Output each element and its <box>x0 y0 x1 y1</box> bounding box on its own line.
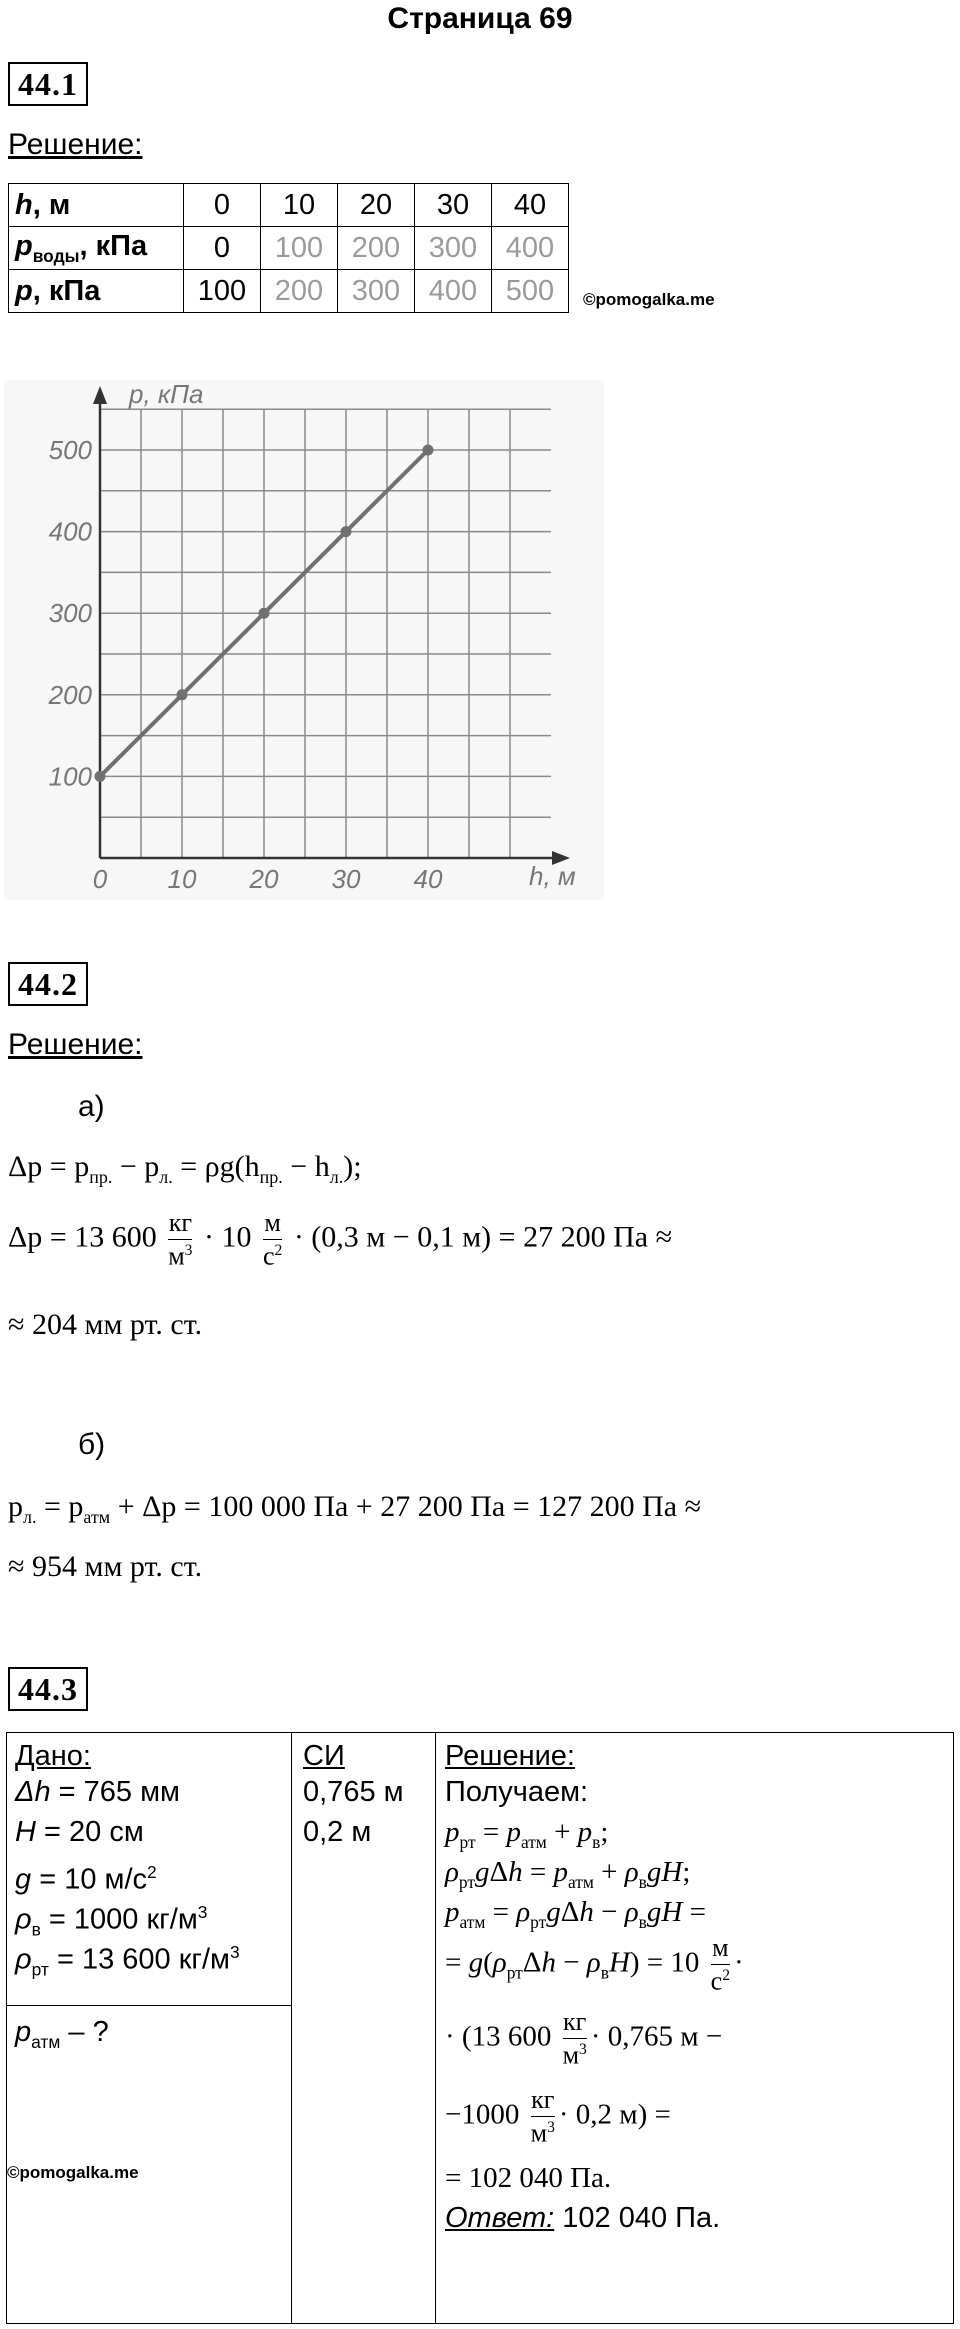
x-tick-label: 30 <box>331 864 361 894</box>
watermark: ©pomogalka.me <box>583 290 715 309</box>
x-tick-label: 10 <box>167 864 197 894</box>
solution-line: $p_{рт} = p_{атм} + p_в$; <box>445 1816 609 1852</box>
table-cell: 400 <box>492 227 569 270</box>
equation-3: ≈ 204 мм рт. ст. <box>8 1308 203 1341</box>
task-number-44-3: 44.3 <box>8 1667 88 1711</box>
table-cell: 200 <box>261 270 338 313</box>
si-value: 0,2 м <box>303 1816 372 1848</box>
data-point <box>259 608 270 619</box>
y-axis-label: p, кПа <box>129 380 204 409</box>
solution-line: · (13 600 $\frac{кг}{м^3}$ · 0,765 м − <box>445 2007 723 2070</box>
table-header-p-water: $p_{воды}$, кПа <box>9 227 184 270</box>
watermark: ©pomogalka.me <box>7 2163 139 2182</box>
part-a-label: а) <box>78 1090 105 1123</box>
table-cell: 10 <box>261 184 338 227</box>
solution-line: = $g(\rho_{рт}\Delta h - \rho_вH) = 10$ $\frac{м}{с^2}$ · <box>445 1933 744 1996</box>
y-tick-label: 500 <box>48 435 92 465</box>
pressure-depth-chart <box>4 380 604 900</box>
x-tick-label: 0 <box>92 864 108 894</box>
solution-line: −1000 $\frac{кг}{м^3}$ · 0,2 м) = <box>445 2085 671 2148</box>
equation-2: Δp = 13 600 $\frac{кг}{м^3}$ · 10 $\frac{м}{с^2}$ · (0,3 м − 0,1 м) = 27 200 Па ≈ <box>8 1208 673 1271</box>
si-value: 0,765 м <box>303 1776 404 1808</box>
x-axis-label: h, м <box>529 861 576 891</box>
y-tick-label: 400 <box>48 516 92 547</box>
solution-line: $\rho_{рт}g\Delta h = p_{атм} + \rho_вgH$; <box>445 1856 691 1892</box>
chart-background <box>4 380 604 900</box>
table-row <box>9 227 569 270</box>
task-number-44-2: 44.2 <box>8 962 88 1006</box>
table-cell: 40 <box>492 184 569 227</box>
table-cell: 100 <box>184 270 261 313</box>
table-header-h: h, м <box>9 184 184 227</box>
solution-label-44-1: Решение: <box>8 128 143 161</box>
table-cell: 100 <box>261 227 338 270</box>
table-cell: 30 <box>415 184 492 227</box>
table-44-1 <box>8 183 569 313</box>
given-rho-water: $\rho_в = 1000$ $кг/м^3$ <box>15 1902 208 1940</box>
divider <box>435 1733 436 2323</box>
data-point <box>341 526 352 537</box>
part-b-label: б) <box>78 1428 106 1461</box>
table-cell: 300 <box>338 270 415 313</box>
solution-line: $p_{атм} = \rho_{рт}g\Delta h - \rho_вgH$ = <box>445 1896 706 1932</box>
solution-label-44-2: Решение: <box>8 1028 143 1061</box>
task-number-44-1: 44.1 <box>8 62 88 106</box>
table-cell: 300 <box>415 227 492 270</box>
task-44-3-box <box>6 1732 954 2324</box>
divider <box>291 1733 292 2323</box>
x-tick-label: 40 <box>413 864 443 894</box>
y-tick-label: 200 <box>48 679 92 710</box>
equation-1: $\Delta p = p_{пр.} - p_{л.} = \rho g(h_{пр.} - h_{л.})$; <box>8 1150 362 1187</box>
given-rho-mercury: $\rho_{рт} = 13$ 600 $кг/м^3$ <box>15 1942 240 1980</box>
find-p-atm: $p_{атм}$ – ? <box>15 2016 109 2052</box>
si-label: СИ <box>303 1740 345 1772</box>
table-header-p: p, кПа <box>9 270 184 313</box>
table-cell: 20 <box>338 184 415 227</box>
table-row <box>9 270 569 313</box>
table-cell: 200 <box>338 227 415 270</box>
given-H: H = 20 см <box>15 1816 144 1848</box>
table-cell: 0 <box>184 227 261 270</box>
solution-line: Получаем: <box>445 1776 589 1808</box>
divider <box>7 2005 291 2006</box>
x-tick-label: 20 <box>249 864 279 894</box>
data-point <box>177 689 188 700</box>
y-tick-label: 100 <box>48 761 92 792</box>
given-g: g = 10 $м/с^2$ <box>15 1862 157 1896</box>
table-cell: 0 <box>184 184 261 227</box>
y-tick-label: 300 <box>48 598 92 629</box>
table-row <box>9 184 569 227</box>
solution-line: = 102 040 Па. <box>445 2162 612 2194</box>
equation-5: ≈ 954 мм рт. ст. <box>8 1550 203 1583</box>
table-cell: 500 <box>492 270 569 313</box>
given-dh: Δh = 765 мм <box>15 1776 180 1808</box>
table-cell: 400 <box>415 270 492 313</box>
data-point <box>95 771 106 782</box>
answer-line: Ответ: 102 040 Па. <box>445 2202 721 2234</box>
given-label: Дано: <box>15 1740 91 1772</box>
equation-4: $p_{л.} = p_{атм} + \Delta p = 100$ 000 Па + 27 200 Па = 127 200 Па ≈ <box>8 1490 702 1527</box>
data-point <box>423 445 434 456</box>
page-title: Страница 69 <box>387 2 573 35</box>
solution-label-44-3: Решение: <box>445 1740 575 1772</box>
